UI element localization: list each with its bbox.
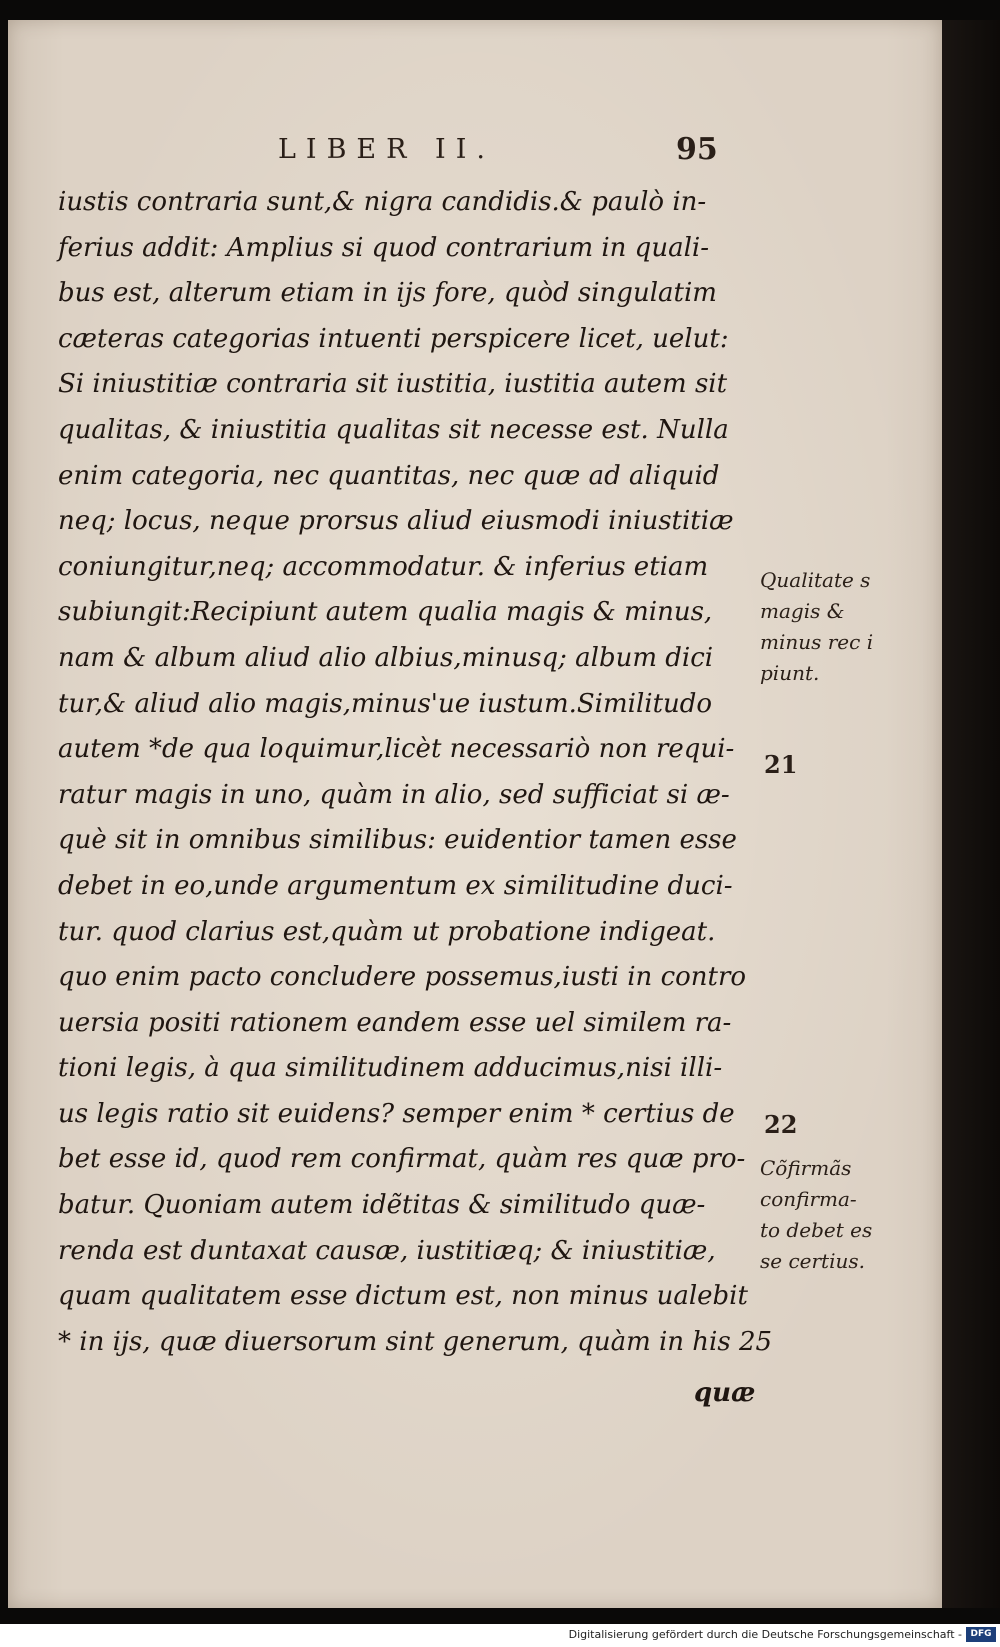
margin-note-line: se certius. <box>760 1249 865 1273</box>
book-page <box>8 20 942 1608</box>
margin-note-line: to debet es <box>760 1218 873 1242</box>
catchword: quæ <box>694 1378 756 1408</box>
margin-note-line: piunt. <box>760 661 820 685</box>
margin-note-confirmans <box>760 1153 872 1277</box>
margin-note-qualitates <box>760 565 873 689</box>
text-line: bus est, alterum etiam in ijs fore, quòd singulatim <box>58 278 717 309</box>
margin-note-line: minus rec i <box>760 630 874 654</box>
text-line: neq; locus, neque prorsus aliud eiusmodi iniustitiæ <box>58 506 734 537</box>
text-line: subiungit:Recipiunt autem qualia magis & minus, <box>58 597 713 628</box>
page-number: 95 <box>676 132 718 167</box>
text-line: ratur magis in uno, quàm in alio, sed sufficiat si æ- <box>58 779 730 810</box>
text-line: coniungitur,neq; accommodatur. & inferius etiam <box>58 551 709 582</box>
text-line: debet in eo,unde argumentum ex similitudine duci- <box>58 870 733 901</box>
margin-number-21: 21 <box>764 750 798 779</box>
text-line: qualitas, & iniustitia qualitas sit necesse est. Nulla <box>58 414 729 445</box>
text-line: cæteras categorias intuenti perspicere licet, uelut: <box>58 323 729 354</box>
margin-number-22: 22 <box>764 1110 798 1139</box>
running-title: LIBER II. <box>278 134 495 165</box>
digitization-footer <box>0 1624 1000 1647</box>
text-line: batur. Quoniam autem idẽtitas & similitudo quæ- <box>58 1190 706 1221</box>
text-line: renda est duntaxat causæ, iustitiæq; & iniustitiæ, <box>58 1235 716 1266</box>
margin-note-line: magis & <box>760 599 845 623</box>
margin-note-line: confirma- <box>760 1187 857 1211</box>
page-header <box>8 132 942 182</box>
text-line: bet esse id, quod rem confirmat, quàm res quæ pro- <box>58 1144 746 1175</box>
body-text <box>58 180 773 1365</box>
scan-background-edge <box>942 20 1000 1608</box>
text-line: uersia positi rationem eandem esse uel similem ra- <box>58 1007 732 1038</box>
text-line: * in ijs, quæ diuersorum sint generum, quàm in his 25 <box>58 1326 773 1357</box>
text-line: què sit in omnibus similibus: euidentior tamen esse <box>58 825 737 856</box>
margin-note-line: Cõfirmãs <box>760 1156 852 1180</box>
text-line: Si iniustitiæ contraria sit iustitia, iustitia autem sit <box>58 369 728 400</box>
text-line: us legis ratio sit euidens? semper enim * certius de <box>58 1098 735 1129</box>
text-line: enim categoria, nec quantitas, nec quæ ad aliquid <box>58 460 720 491</box>
text-line: quo enim pacto concludere possemus,iusti in contro <box>58 962 747 993</box>
text-line: iustis contraria sunt,& nigra candidis.& paulò in- <box>58 187 707 217</box>
text-line: quam qualitatem esse dictum est, non minus ualebit <box>58 1281 748 1312</box>
text-line: tur,& aliud alio magis,minus'ue iustum.Similitudo <box>58 688 713 719</box>
funding-credit: Digitalisierung gefördert durch die Deutsche Forschungsgemeinschaft - <box>568 1628 962 1641</box>
text-line: autem *de qua loquimur,licèt necessariò non requi- <box>58 734 735 765</box>
text-line: tioni legis, à qua similitudinem adducimus,nisi illi- <box>58 1053 723 1084</box>
text-line: nam & album aliud alio albius,minusq; album dici <box>58 642 714 673</box>
dfg-logo: DFG <box>966 1627 996 1642</box>
margin-note-line: Qualitate s <box>760 568 871 592</box>
text-line: tur. quod clarius est,quàm ut probatione indigeat. <box>58 916 716 947</box>
text-line: ferius addit: Amplius si quod contrarium in quali- <box>58 232 709 263</box>
